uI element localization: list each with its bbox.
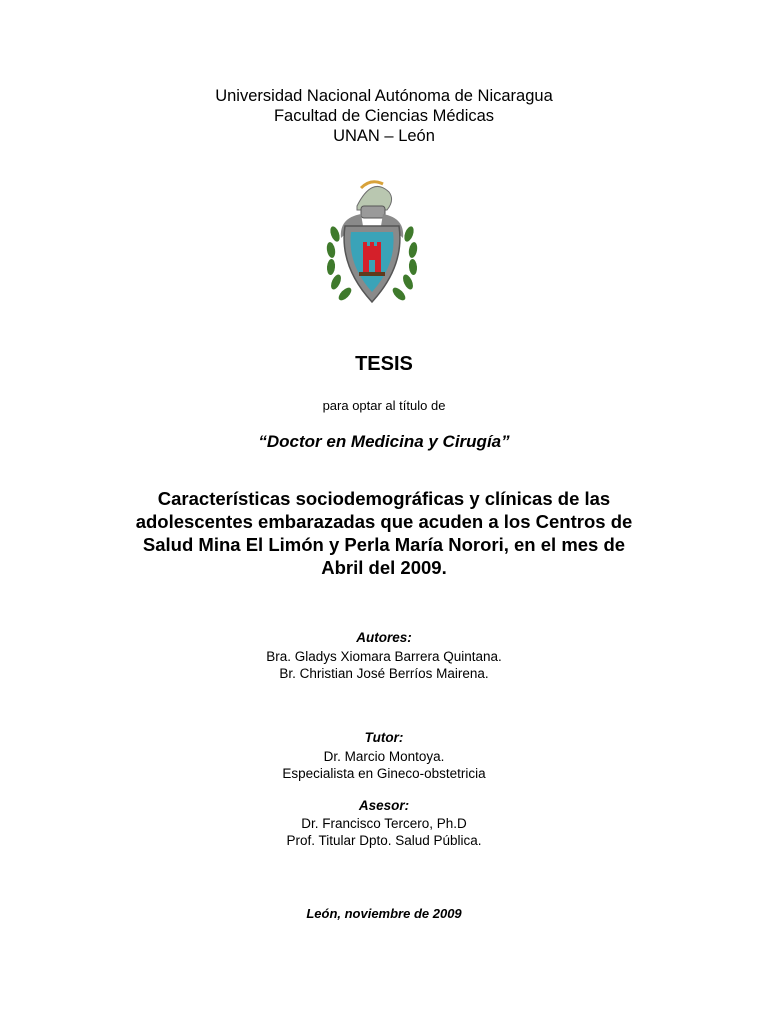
university-name: Universidad Nacional Autónoma de Nicaragua — [215, 87, 553, 105]
campus-name: UNAN – León — [333, 127, 435, 145]
thesis-title-line: adolescentes embarazadas que acuden a los Centros de — [135, 511, 633, 532]
author-name: Br. Christian José Berríos Mairena. — [279, 666, 489, 681]
university-crest-logo — [321, 174, 423, 316]
author-name: Bra. Gladys Xiomara Barrera Quintana. — [266, 649, 502, 664]
authors-label: Autores: — [356, 630, 412, 645]
tutor-role: Especialista en Gineco-obstetricia — [282, 766, 486, 781]
thesis-title-line: Abril del 2009. — [321, 557, 447, 578]
place-and-date: León, noviembre de 2009 — [306, 906, 462, 921]
advisor-name: Dr. Francisco Tercero, Ph.D — [301, 816, 467, 831]
thesis-title-line: Características sociodemográficas y clínicas de las — [157, 488, 611, 509]
tutor-name: Dr. Marcio Montoya. — [323, 749, 445, 764]
thesis-subtitle: para optar al título de — [322, 398, 446, 413]
thesis-label: TESIS — [355, 353, 413, 375]
advisor-role: Prof. Titular Dpto. Salud Pública. — [286, 833, 482, 848]
faculty-name: Facultad de Ciencias Médicas — [273, 107, 495, 125]
tutor-label: Tutor: — [364, 730, 404, 745]
advisor-label: Asesor: — [358, 798, 410, 813]
degree-title: “Doctor en Medicina y Cirugía” — [258, 432, 510, 451]
thesis-title-line: Salud Mina El Limón y Perla María Norori, en el mes de — [142, 534, 626, 555]
